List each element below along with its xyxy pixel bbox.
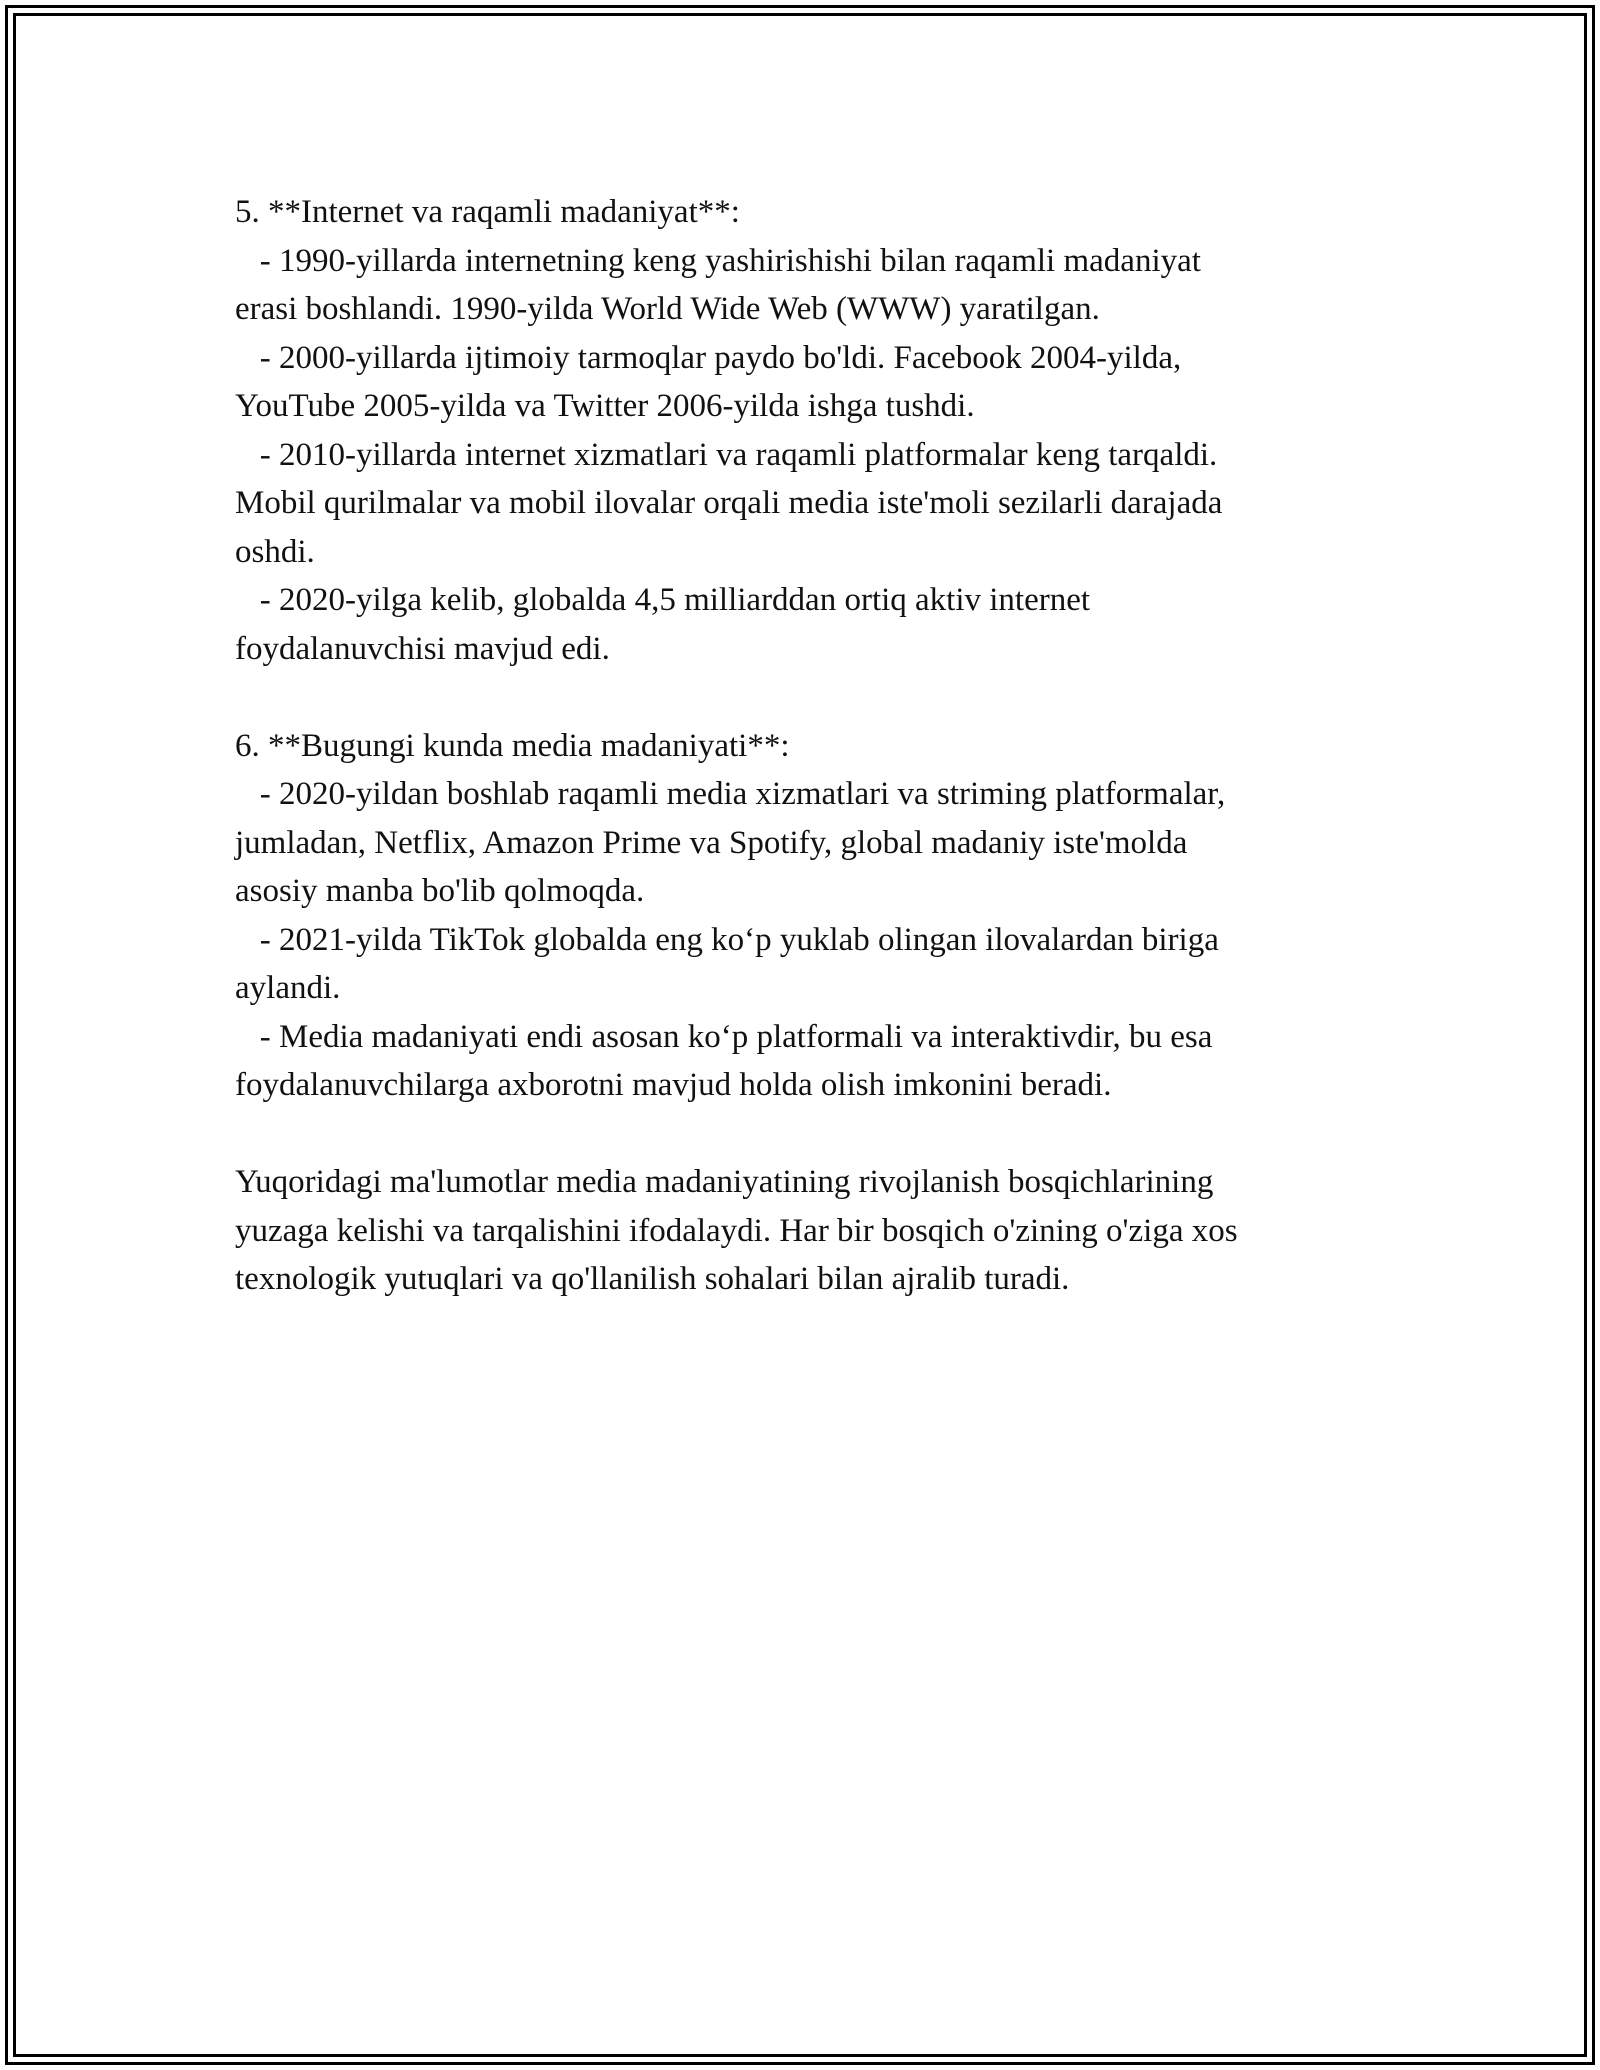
section-heading: 6. **Bugungi kunda media madaniyati**: [235,727,790,764]
section-internet [235,188,1365,673]
text-line: aylandi. [235,970,341,1006]
document-body [235,188,1365,1304]
text-line: texnologik yutuqlari va qo'llanilish sohalari bilan ajralib turadi. [235,1261,1070,1297]
conclusion-paragraph [235,1158,1365,1304]
text-line: yuzaga kelishi va tarqalishini ifodalaydi. Har bir bosqich o'zining o'ziga xos [235,1212,1238,1249]
text-line: YouTube 2005-yilda va Twitter 2006-yilda ishga tushdi. [235,388,975,424]
section-heading: 5. **Internet va raqamli madaniyat**: [235,194,740,230]
text-line: Mobil qurilmalar va mobil ilovalar orqali media iste'moli sezilarli darajada [235,485,1223,521]
text-line: - Media madaniyati endi asosan ko‘p platformali va interaktivdir, bu esa [235,1018,1213,1055]
text-line: foydalanuvchisi mavjud edi. [235,630,610,667]
text-line: - 2020-yilga kelib, globalda 4,5 milliarddan ortiq aktiv internet [235,582,1091,618]
text-line: foydalanuvchilarga axborotni mavjud holda olish imkonini beradi. [235,1067,1112,1103]
text-line: erasi boshlandi. 1990-yilda World Wide Web (WWW) yaratilgan. [235,291,1100,327]
text-line: - 2020-yildan boshlab raqamli media xizmatlari va striming platformalar, [235,776,1226,812]
text-line: - 2021-yilda TikTok globalda eng ko‘p yuklab olingan ilovalardan biriga [235,921,1219,958]
text-line: - 2000-yillarda ijtimoiy tarmoqlar paydo bo'ldi. Facebook 2004-yilda, [235,339,1182,376]
paragraph-gap [235,673,1365,722]
text-line: asosiy manba bo'lib qolmoqda. [235,873,645,909]
text-line: - 1990-yillarda internetning keng yashirishishi bilan raqamli madaniyat [235,242,1201,279]
section-media-today [235,722,1365,1110]
text-line: - 2010-yillarda internet xizmatlari va raqamli platformalar keng tarqaldi. [235,436,1218,473]
paragraph-gap [235,1110,1365,1159]
text-line: jumladan, Netflix, Amazon Prime va Spotify, global madaniy iste'molda [235,824,1188,861]
text-line: Yuqoridagi ma'lumotlar media madaniyatining rivojlanish bosqichlarining [235,1164,1214,1200]
text-line: oshdi. [235,533,315,570]
